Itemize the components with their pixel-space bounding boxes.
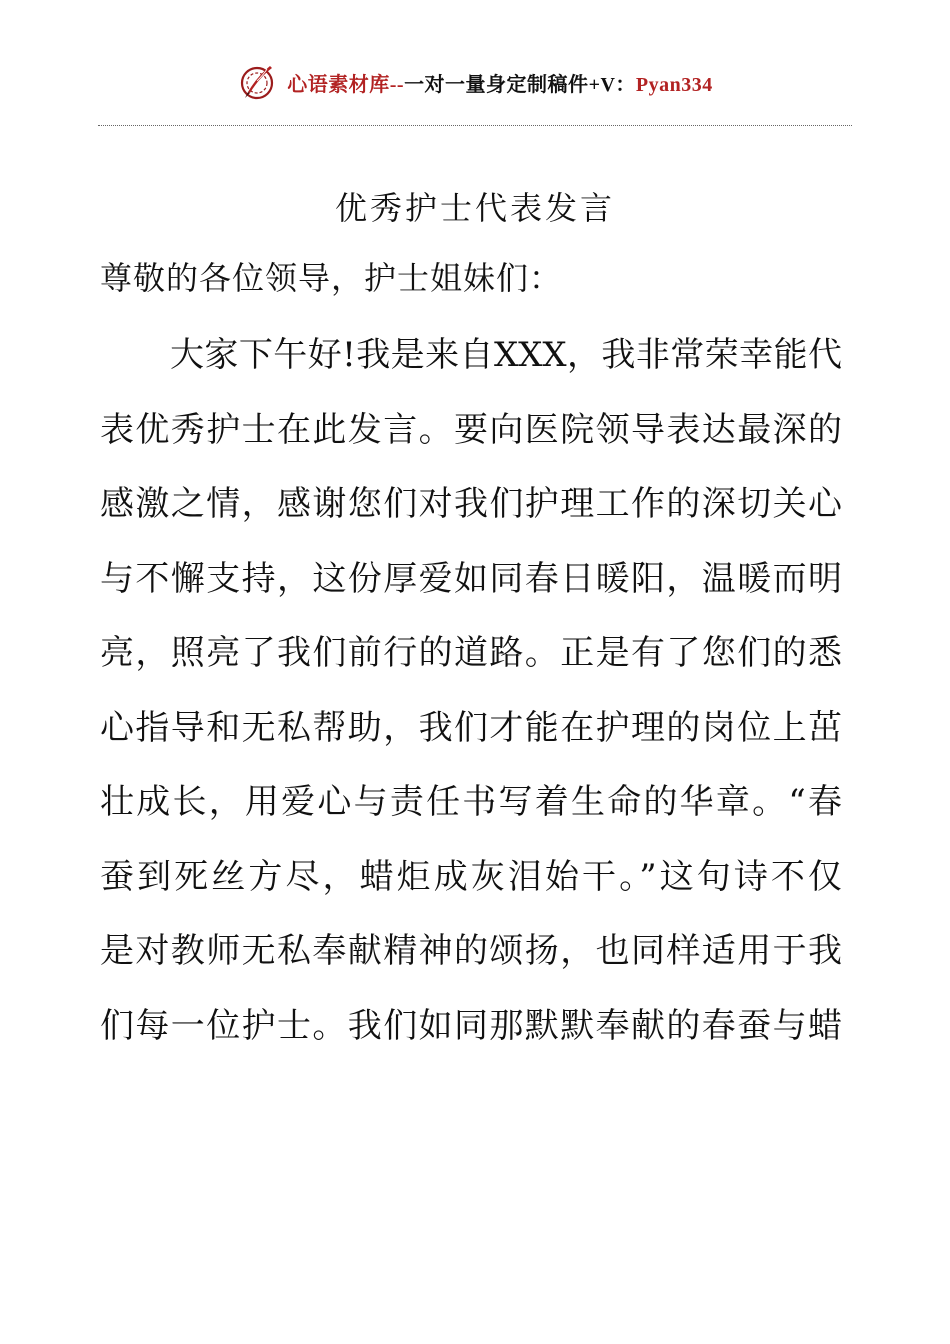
body-line: 心指导和无私帮助，我们才能在护理的岗位上茁 [100,707,842,748]
body-line: 表优秀护士在此发言。要向医院领导表达最深的 [100,409,842,450]
speech-body [100,318,842,1063]
page-header [0,58,950,106]
body-line: 是对教师无私奉献精神的颂扬，也同样适用于我 [100,931,842,971]
wechat-label: V： [600,73,636,96]
header-plus: + [588,73,601,96]
quill-pen-logo-icon [237,62,277,102]
brand-name: 心语素材库 [287,73,390,96]
body-line: 们每一位护士。我们如同那默默奉献的春蚕与蜡 [100,1005,842,1046]
body-line: 壮成长，用爱心与责任书写着生命的华章。“春 [100,782,842,822]
header-divider [98,125,852,126]
body-line: 蚕到死丝方尽，蜡炬成灰泪始干。”这句诗不仅 [100,856,842,897]
header-separator: -- [389,73,405,96]
header-banner-text [287,68,713,97]
body-line: 大家下午好!我是来自XXX，我非常荣幸能代 [170,335,842,375]
salutation: 尊敬的各位领导，护士姐妹们： [100,259,563,297]
body-line: 亮，照亮了我们前行的道路。正是有了您们的悉 [100,633,842,673]
document-title: 优秀护士代表发言 [334,189,615,227]
wechat-id: Pyan334 [635,73,713,96]
header-slogan: 一对一量身定制稿件 [404,73,589,96]
body-line: 与不懈支持，这份厚爱如同春日暖阳，温暖而明 [100,558,842,599]
body-line: 感激之情，感谢您们对我们护理工作的深切关心 [100,484,842,524]
